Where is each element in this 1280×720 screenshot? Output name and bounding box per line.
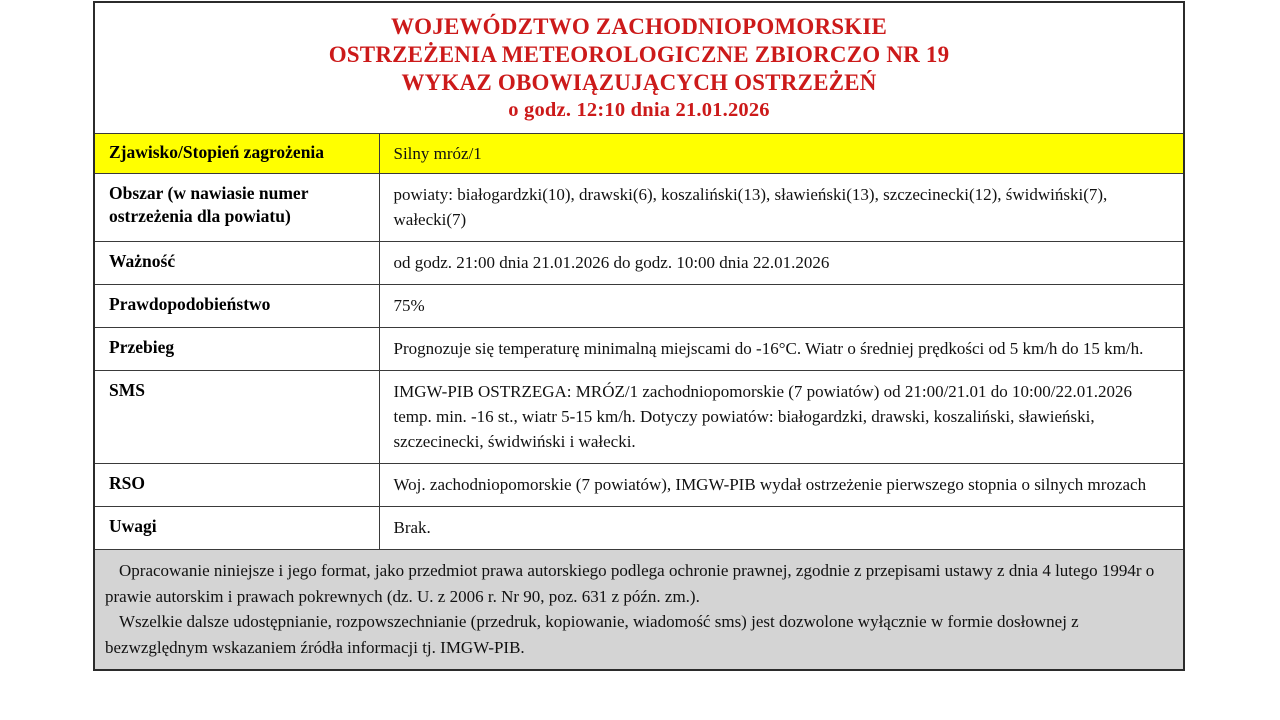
row-value-rso: Woj. zachodniopomorskie (7 powiatów), IMGW-PIB wydał ostrzeżenie pierwszego stopnia o silnych mrozach bbox=[379, 464, 1184, 507]
title-line-subject: WYKAZ OBOWIĄZUJĄCYCH OSTRZEŻEŃ bbox=[401, 70, 877, 95]
row-value-area: powiaty: białogardzki(10), drawski(6), koszaliński(13), sławieński(13), szczecinecki(12), świdwiński(7), wałecki(7) bbox=[379, 174, 1184, 242]
table-row-rso bbox=[94, 464, 1184, 507]
title-row bbox=[94, 2, 1184, 134]
table-row-area bbox=[94, 174, 1184, 242]
title-line-issue-time: o godz. 12:10 dnia 21.01.2026 bbox=[508, 99, 770, 121]
table-row-validity bbox=[94, 242, 1184, 285]
table-row-remarks bbox=[94, 507, 1184, 550]
copyright-notice bbox=[94, 550, 1184, 671]
row-label-area-line2: ostrzeżenia dla powiatu) bbox=[109, 206, 291, 226]
row-value-course: Prognozuje się temperaturę minimalną miejscami do -16°C. Wiatr o średniej prędkości od 5 km/h do 15 km/h. bbox=[379, 328, 1184, 371]
row-label-area bbox=[94, 174, 379, 242]
row-label-validity: Ważność bbox=[94, 242, 379, 285]
row-label-phenomenon: Zjawisko/Stopień zagrożenia bbox=[94, 134, 379, 174]
row-value-probability: 75% bbox=[379, 285, 1184, 328]
document-title-block bbox=[94, 2, 1184, 134]
row-label-area-line1: Obszar (w nawiasie numer bbox=[109, 183, 309, 203]
row-label-course: Przebieg bbox=[94, 328, 379, 371]
row-label-remarks: Uwagi bbox=[94, 507, 379, 550]
row-value-remarks: Brak. bbox=[379, 507, 1184, 550]
title-line-bulletin-number: OSTRZEŻENIA METEOROLOGICZNE ZBIORCZO NR 19 bbox=[328, 42, 950, 67]
table-row-course bbox=[94, 328, 1184, 371]
title-line-region: WOJEWÓDZTWO ZACHODNIOPOMORSKIE bbox=[390, 14, 888, 39]
table-row-phenomenon bbox=[94, 134, 1184, 174]
table-row-probability bbox=[94, 285, 1184, 328]
row-value-phenomenon: Silny mróz/1 bbox=[379, 134, 1184, 174]
row-value-sms: IMGW-PIB OSTRZEGA: MRÓZ/1 zachodniopomorskie (7 powiatów) od 21:00/21.01 do 10:00/22.01.2026 temp. min. -16 st., wiatr 5-15 km/h. Dotyczy powiatów: białogardzki, drawski, koszaliński, sławieński, szczecinecki, świdwiński i wałecki. bbox=[379, 371, 1184, 464]
row-label-probability: Prawdopodobieństwo bbox=[94, 285, 379, 328]
row-label-sms: SMS bbox=[94, 371, 379, 464]
copyright-paragraph-1: Opracowanie niniejsze i jego format, jako przedmiot prawa autorskiego podlega ochronie prawnej, zgodnie z przepisami ustawy z dnia 4 lutego 1994r o prawie autorskim i prawach pokrewnych (dz. U. z 2006 r. Nr 90, poz. 631 z późn. zm.). bbox=[105, 561, 1155, 606]
meteorological-warning-table bbox=[93, 1, 1185, 671]
row-label-rso: RSO bbox=[94, 464, 379, 507]
row-value-validity: od godz. 21:00 dnia 21.01.2026 do godz. 10:00 dnia 22.01.2026 bbox=[379, 242, 1184, 285]
table-row-copyright bbox=[94, 550, 1184, 671]
copyright-paragraph-2: Wszelkie dalsze udostępnianie, rozpowszechnianie (przedruk, kopiowanie, wiadomość sms) jest dozwolone wyłącznie w formie dosłownej z bezwzględnym wskazaniem źródła informacji tj. IMGW-PIB. bbox=[105, 612, 1079, 657]
table-row-sms bbox=[94, 371, 1184, 464]
